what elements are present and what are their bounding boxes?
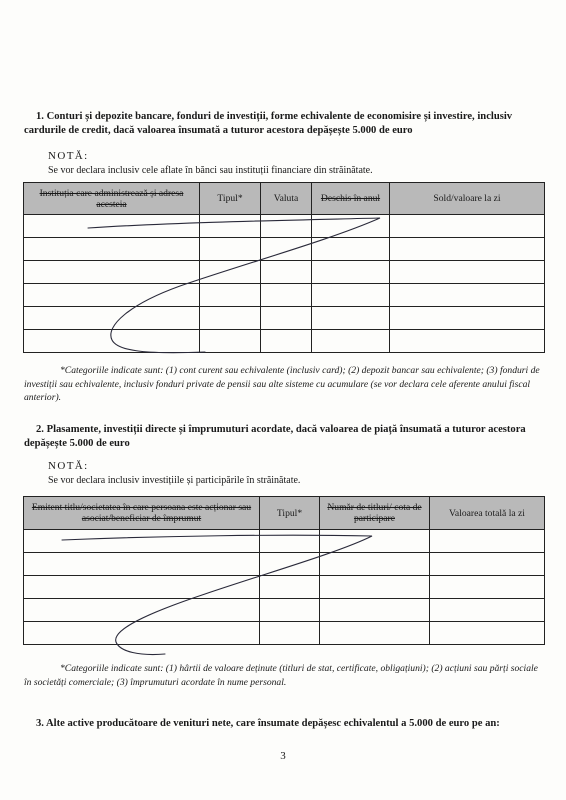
table-row [24, 307, 545, 330]
table-row [24, 576, 545, 599]
section-1-table [23, 182, 545, 353]
page-number: 3 [280, 750, 286, 762]
section-2-nota-label: NOTĂ: [48, 460, 89, 472]
section-3-title: 3. Alte active producătoare de venituri nete, care însumate depășesc echivalentul a 5.000 de euro pe an: [36, 718, 500, 729]
header-cell: Tipul* [260, 497, 320, 530]
section-1-nota-text: Se vor declara inclusiv cele aflate în bănci sau instituții financiare din străinătate. [48, 165, 373, 176]
section-2-footnote: *Categoriile indicate sunt: (1) hârtii de valoare deținute (titluri de stat, certificate, obligațiuni); (2) acțiuni sau părți sociale în societăți comerciale; (3) împrumuturi acordate în nume personal. [24, 663, 538, 688]
table-row [24, 553, 545, 576]
header-cell: Număr de titluri/ cota de participare [320, 497, 430, 530]
table-row [24, 599, 545, 622]
header-cell: Emitent titlu/societatea în care persoana este acționar sau asociat/beneficiar de împrumut [24, 497, 260, 530]
section-2-title: 2. Plasamente, investiții directe și împrumuturi acordate, dacă valoarea de piață însumată a tuturor acestora depășește 5.000 de euro [24, 424, 526, 449]
table-row [24, 238, 545, 261]
table-row [24, 330, 545, 353]
table-row [24, 284, 545, 307]
table-header-row [24, 183, 545, 215]
header-cell: Valuta [261, 183, 312, 215]
section-1-footnote: *Categoriile indicate sunt: (1) cont curent sau echivalente (inclusiv card); (2) depozit bancar sau echivalente; (3) fonduri de investiții sau echivalente, inclusiv fonduri private de pensii sau alte sisteme cu acumulare (se vor declara cele aferente anului fiscal anterior). [24, 365, 540, 403]
header-cell: Tipul* [200, 183, 261, 215]
header-cell: Sold/valoare la zi [390, 183, 545, 215]
section-2-nota-text: Se vor declara inclusiv investițiile și participările în străinătate. [48, 475, 301, 486]
header-cell: Deschis în anul [312, 183, 390, 215]
table-row [24, 215, 545, 238]
section-1-title: 1. Conturi și depozite bancare, fonduri de investiții, forme echivalente de economisire și investire, inclusiv cardurile de credit, dacă valoarea însumată a tuturor acestora depășește 5.000 de euro [24, 111, 513, 136]
table-row [24, 622, 545, 645]
header-cell: Instituția care administrează și adresa acesteia [24, 183, 200, 215]
table-row [24, 530, 545, 553]
table-row [24, 261, 545, 284]
section-1-nota-label: NOTĂ: [48, 150, 89, 162]
section-2-table [23, 496, 545, 645]
header-cell: Valoarea totală la zi [430, 497, 545, 530]
table-header-row [24, 497, 545, 530]
